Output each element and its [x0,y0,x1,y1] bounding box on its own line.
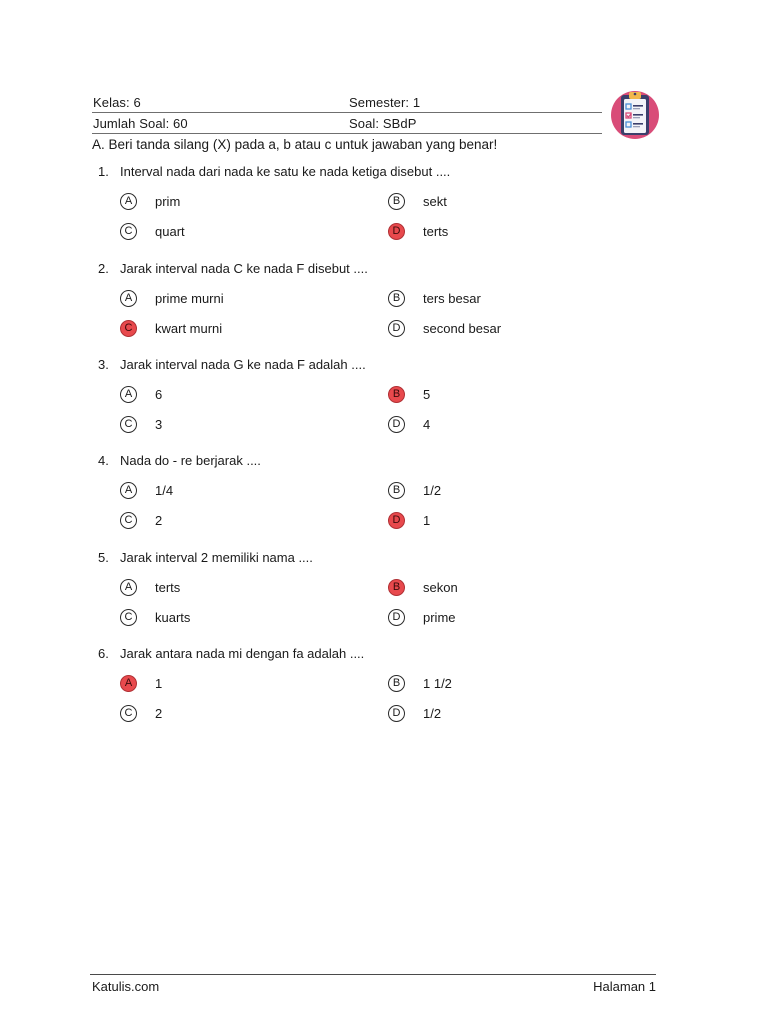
option-text: sekt [423,193,447,209]
q6-option-b[interactable] [388,673,452,693]
q3-option-c[interactable] [120,414,163,434]
option-text: 5 [423,386,431,402]
option-circle-c: C [120,512,137,529]
option-text: 2 [155,705,163,721]
option-circle-c: C [120,223,137,240]
question-number: 4. [98,453,109,468]
question-number: 3. [98,357,109,372]
question-number: 6. [98,646,109,661]
option-text: 1/2 [423,482,442,498]
q1-option-d[interactable] [388,221,449,241]
option-circle-a: A [120,193,137,210]
option-text: second besar [423,320,502,336]
option-circle-b: B [388,482,405,499]
option-text: 1 [423,512,431,528]
q5-option-d[interactable] [388,607,456,627]
option-circle-d-selected: D [388,223,405,240]
question-text: Interval nada dari nada ke satu ke nada ketiga disebut .... [120,164,451,179]
option-text: ters besar [423,290,481,306]
option-text: quart [155,223,185,239]
kelas-label: Kelas: 6 [93,95,141,110]
question-text: Jarak antara nada mi dengan fa adalah .... [120,646,365,661]
q6-option-d[interactable] [388,703,442,723]
option-circle-d: D [388,320,405,337]
option-circle-a: A [120,386,137,403]
option-text: prime murni [155,290,224,306]
q5-option-b[interactable] [388,577,458,597]
option-text: prime [423,609,456,625]
question-text: Jarak interval nada C ke nada F disebut .... [120,261,368,276]
option-text: 6 [155,386,163,402]
semester-label: Semester: 1 [349,95,421,110]
instruction-text: A. Beri tanda silang (X) pada a, b atau c untuk jawaban yang benar! [92,137,498,152]
option-circle-c-selected: C [120,320,137,337]
option-text: kwart murni [155,320,223,336]
question-number: 1. [98,164,109,179]
question-text: Nada do - re berjarak .... [120,453,261,468]
q6-option-a[interactable] [120,673,163,693]
option-circle-a: A [120,482,137,499]
option-circle-a: A [120,290,137,307]
option-text: prim [155,193,181,209]
option-text: 3 [155,416,163,432]
q1-option-b[interactable] [388,191,447,211]
q4-option-d[interactable] [388,510,431,530]
q3-option-d[interactable] [388,414,431,434]
footer-site: Katulis.com [92,979,160,994]
q3-option-a[interactable] [120,384,163,404]
q1-option-c[interactable] [120,221,185,241]
question-number: 5. [98,550,109,565]
option-text: 1/4 [155,482,174,498]
question-text: Jarak interval 2 memiliki nama .... [120,550,313,565]
option-circle-c: C [120,416,137,433]
q5-option-c[interactable] [120,607,191,627]
q5-option-a[interactable] [120,577,181,597]
option-circle-b: B [388,675,405,692]
q2-option-d[interactable] [388,318,502,338]
option-circle-b: B [388,290,405,307]
footer-divider [90,974,656,975]
q1-option-a[interactable] [120,191,181,211]
q4-option-a[interactable] [120,480,174,500]
q3-option-b[interactable] [388,384,431,404]
q2-option-a[interactable] [120,288,224,308]
option-circle-a-selected: A [120,675,137,692]
option-text: terts [155,579,181,595]
option-circle-b-selected: B [388,579,405,596]
option-circle-b-selected: B [388,386,405,403]
q4-option-b[interactable] [388,480,442,500]
subject-label: Soal: SBdP [349,116,417,131]
header-row-1 [92,92,602,113]
q2-option-b[interactable] [388,288,481,308]
header-row-2 [92,113,602,134]
option-circle-d: D [388,416,405,433]
jumlah-soal-label: Jumlah Soal: 60 [93,116,188,131]
option-text: sekon [423,579,458,595]
option-text: kuarts [155,609,191,625]
option-circle-b: B [388,193,405,210]
footer-page-number: Halaman 1 [593,979,656,994]
question-text: Jarak interval nada G ke nada F adalah .... [120,357,366,372]
option-text: 4 [423,416,431,432]
option-circle-c: C [120,705,137,722]
option-text: 2 [155,512,163,528]
option-text: 1/2 [423,705,442,721]
q2-option-c[interactable] [120,318,223,338]
q6-option-c[interactable] [120,703,163,723]
option-circle-a: A [120,579,137,596]
option-text: 1 1/2 [423,675,452,691]
option-circle-c: C [120,609,137,626]
question-number: 2. [98,261,109,276]
option-text: 1 [155,675,163,691]
option-circle-d-selected: D [388,512,405,529]
option-circle-d: D [388,609,405,626]
q4-option-c[interactable] [120,510,163,530]
option-circle-d: D [388,705,405,722]
option-text: terts [423,223,449,239]
clipboard-checklist-icon [609,88,661,140]
